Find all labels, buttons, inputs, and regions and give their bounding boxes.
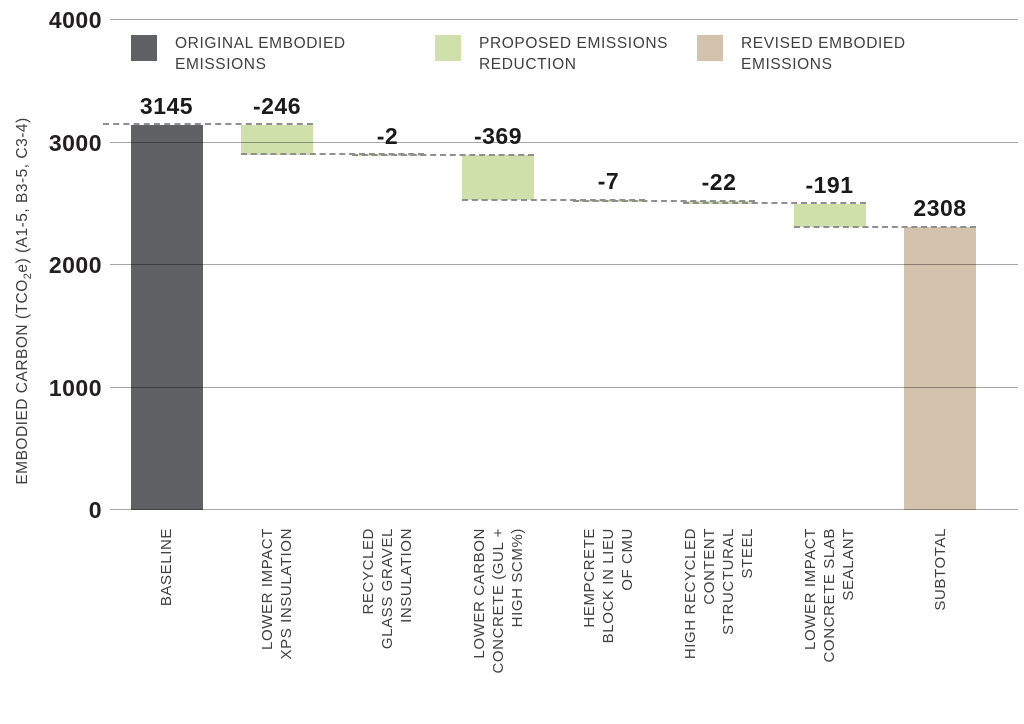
connector-lower-carbon-concrete-gul-high-scm: [352, 154, 535, 156]
legend-label-proposed-emissions-reduction: PROPOSED EMISSIONS REDUCTION: [479, 35, 669, 73]
y-tick-label-2000: 2000: [48, 252, 102, 278]
x-label-baseline: BASELINE: [158, 528, 175, 607]
value-label-lower-carbon-concrete-gul-high-scm: -369: [473, 123, 523, 150]
value-label-subtotal: 2308: [913, 195, 967, 222]
connector-high-recycled-content-structural-steel: [573, 200, 756, 202]
y-tick-label-4000: 4000: [48, 7, 102, 33]
x-label-lower-carbon-concrete-gul-high-scm: LOWER CARBON CONCRETE (GUL + HIGH SCM%): [470, 528, 526, 674]
value-label-recycled-glass-gravel-insulation: -2: [376, 122, 399, 149]
x-label-high-recycled-content-structural-steel: HIGH RECYCLED CONTENT STRUCTURAL STEEL: [682, 528, 756, 660]
gridline-0: [110, 509, 1018, 510]
legend-label-revised-embodied-emissions: REVISED EMBODIED EMISSIONS: [741, 35, 906, 73]
legend-swatch-original-embodied-emissions: [131, 35, 157, 61]
connector-lower-impact-concrete-slab-sealant: [683, 202, 866, 204]
value-label-high-recycled-content-structural-steel: -22: [701, 169, 737, 196]
value-label-hempcrete-block-in-lieu-of-cmu: -7: [597, 168, 620, 195]
bar-lower-impact-concrete-slab-sealant: [794, 204, 866, 227]
x-label-hempcrete-block-in-lieu-of-cmu: HEMPCRETE BLOCK IN LIEU OF CMU: [581, 528, 636, 644]
bar-baseline: [131, 125, 203, 510]
gridline-2000: [110, 264, 1018, 265]
x-label-recycled-glass-gravel-insulation: RECYCLED GLASS GRAVEL INSULATION: [360, 528, 415, 650]
y-tick-label-1000: 1000: [48, 374, 102, 401]
x-label-lower-impact-xps-insulation: LOWER IMPACT XPS INSULATION: [259, 528, 295, 660]
value-label-baseline: 3145: [139, 92, 194, 119]
bar-lower-impact-xps-insulation: [241, 125, 313, 155]
gridline-4000: [110, 19, 1018, 20]
y-tick-label-3000: 3000: [48, 129, 102, 156]
legend-label-original-embodied-emissions: ORIGINAL EMBODIED EMISSIONS: [175, 35, 346, 73]
y-axis-title: EMBODIED CARBON $(TCO_2e)$ (A1-5, B3-5, C3-4): [14, 117, 35, 485]
connector-subtotal: [794, 226, 977, 228]
x-label-subtotal: SUBTOTAL: [931, 528, 949, 611]
y-tick-label-0: 0: [88, 497, 102, 523]
value-label-lower-impact-xps-insulation: -246: [252, 92, 302, 119]
value-label-lower-impact-concrete-slab-sealant: -191: [805, 171, 854, 198]
bar-subtotal: [904, 227, 976, 510]
gridline-1000: [110, 387, 1018, 388]
x-label-lower-impact-concrete-slab-sealant: LOWER IMPACT CONCRETE SLAB SEALANT: [802, 528, 857, 663]
bar-lower-carbon-concrete-gul-high-scm: [462, 155, 534, 200]
connector-lower-impact-xps-insulation: [103, 123, 313, 125]
legend-swatch-revised-embodied-emissions: [697, 35, 723, 61]
legend-swatch-proposed-emissions-reduction: [435, 35, 461, 61]
